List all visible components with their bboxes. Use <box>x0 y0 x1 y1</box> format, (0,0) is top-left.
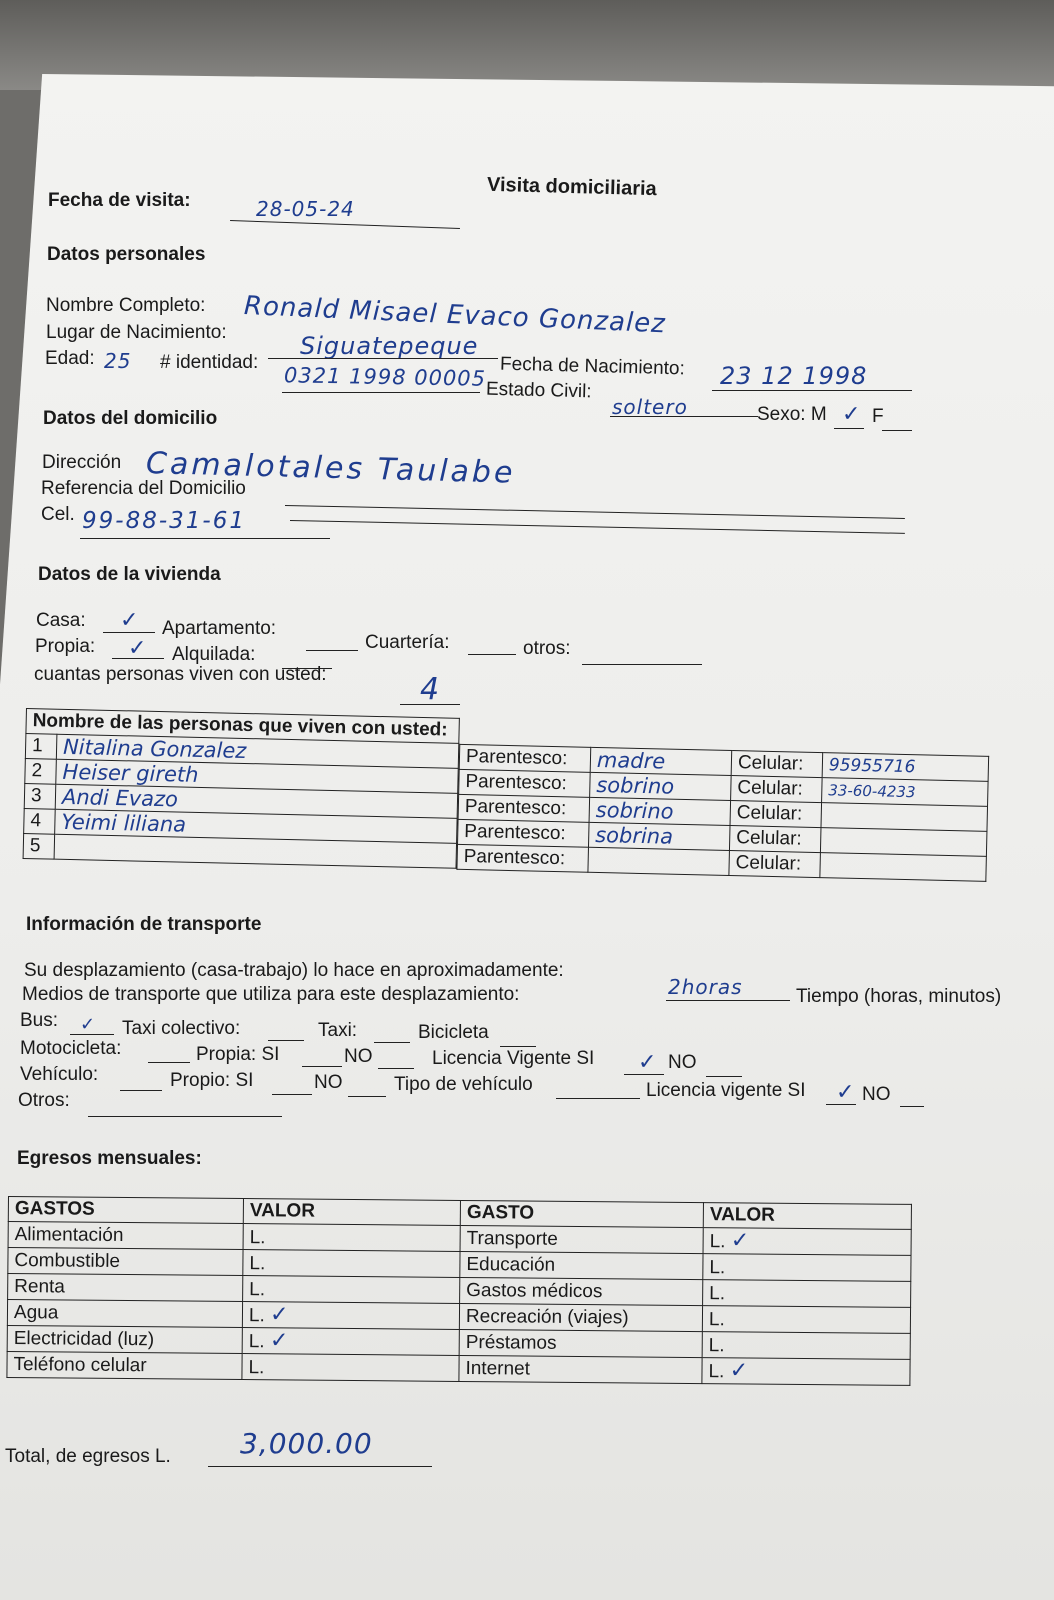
veh-licencia-check[interactable]: ✓ <box>836 1080 855 1105</box>
motocicleta-line <box>148 1062 190 1063</box>
celular-value[interactable] <box>821 803 988 832</box>
vehiculo-label: Vehículo: <box>20 1064 99 1085</box>
col-valor: VALOR <box>243 1199 460 1226</box>
otros-vivienda-label: otros: <box>523 638 571 659</box>
row-number: 3 <box>24 783 56 809</box>
persona-nombre[interactable]: Andi Evazo <box>55 784 457 818</box>
apartamento-label: Apartamento: <box>162 618 277 639</box>
fecha-visita-value[interactable]: 28-05-24 <box>256 197 355 221</box>
datos-vivienda-heading: Datos de la vivienda <box>38 564 221 585</box>
fecha-visita-label: Fecha de visita: <box>48 190 191 211</box>
lugar-line <box>268 358 498 359</box>
casa-label: Casa: <box>36 610 86 631</box>
veh-no-line <box>348 1096 386 1097</box>
valor-check: ✓ <box>729 1358 749 1384</box>
estado-civil-value[interactable]: soltero <box>612 395 688 419</box>
identidad-label: # identidad: <box>160 352 259 373</box>
direccion-value[interactable]: Camalotales Taulabe <box>145 446 516 491</box>
currency-label: L. <box>249 1227 266 1249</box>
bus-label: Bus: <box>20 1010 59 1031</box>
celular-label: Celular: <box>729 850 821 877</box>
celular-label: Celular: <box>731 776 823 803</box>
parentesco-label: Parentesco: <box>457 844 589 872</box>
currency-label: L. <box>709 1283 726 1305</box>
casa-check[interactable]: ✓ <box>120 608 139 633</box>
currency-label: L. <box>709 1257 726 1279</box>
desplazamiento-label: Su desplazamiento (casa-trabajo) lo hace en aproximadamente: <box>24 960 564 981</box>
sexo-check[interactable]: ✓ <box>842 402 861 427</box>
currency-label: L. <box>708 1361 725 1383</box>
total-value[interactable]: 3,000.00 <box>240 1427 373 1460</box>
lugar-label: Lugar de Nacimiento: <box>46 322 227 343</box>
propia-check[interactable]: ✓ <box>128 636 147 661</box>
valor-check: ✓ <box>730 1228 750 1254</box>
personas-label: cuantas personas viven con usted: <box>34 664 327 685</box>
persona-nombre[interactable]: Yeimi liliana <box>55 809 457 843</box>
valor-cell[interactable] <box>242 1302 459 1330</box>
gasto-label: Agua <box>7 1300 242 1328</box>
gasto-label: Educación <box>460 1251 703 1279</box>
transporte-heading: Información de transporte <box>26 914 262 935</box>
veh-licencia-no-line <box>900 1106 924 1107</box>
veh-propio-label: Propio: SI <box>170 1070 254 1091</box>
veh-si-line <box>272 1094 312 1095</box>
estado-civil-label: Estado Civil: <box>485 378 592 403</box>
lugar-value[interactable]: Siguatepeque <box>300 332 479 360</box>
celular-value[interactable]: 33-60-4233 <box>822 778 989 807</box>
valor-cell[interactable] <box>242 1328 459 1356</box>
datos-personales-heading: Datos personales <box>47 244 206 265</box>
currency-label: L. <box>248 1331 265 1353</box>
desplazamiento-value[interactable]: 2horas <box>668 975 743 999</box>
sexo-f-label: F <box>872 406 884 427</box>
valor-cell[interactable] <box>243 1276 460 1304</box>
total-label: Total, de egresos L. <box>5 1446 171 1467</box>
persona-nombre[interactable]: Nitalina Gonzalez <box>56 734 458 768</box>
currency-label: L. <box>708 1309 725 1331</box>
fecha-nacimiento-label: Fecha de Nacimiento: <box>499 353 686 380</box>
parentesco-label: Parentesco: <box>459 744 591 772</box>
currency-label: L. <box>249 1253 266 1275</box>
estado-civil-line <box>610 416 758 417</box>
edad-value[interactable]: 25 <box>104 349 132 373</box>
otros-transporte-label: Otros: <box>18 1090 70 1111</box>
total-line <box>208 1466 432 1467</box>
moto-licencia-no-line <box>706 1076 742 1077</box>
gasto-label: Internet <box>459 1355 702 1383</box>
moto-licencia-no: NO <box>668 1052 697 1073</box>
otros-vivienda-line <box>582 664 702 665</box>
col-gastos: GASTOS <box>8 1197 243 1224</box>
valor-check: ✓ <box>270 1302 289 1328</box>
moto-licencia-check[interactable]: ✓ <box>638 1050 657 1075</box>
vehiculo-line <box>120 1090 162 1091</box>
sexo-m-line <box>834 428 864 429</box>
sexo-f-line <box>882 430 912 431</box>
moto-si-line <box>302 1066 342 1067</box>
gasto-label: Combustible <box>8 1248 243 1276</box>
taxi-colectivo-line <box>268 1040 304 1041</box>
veh-licencia-no: NO <box>862 1084 891 1105</box>
valor-cell[interactable] <box>702 1306 910 1334</box>
celular-label: Celular: <box>729 826 821 853</box>
moto-no-line <box>378 1068 414 1069</box>
otros-transporte-line <box>88 1116 282 1117</box>
identidad-value[interactable]: 0321 1998 00005 <box>283 363 487 391</box>
valor-cell[interactable] <box>243 1224 460 1252</box>
taxi-line <box>374 1042 410 1043</box>
egresos-heading: Egresos mensuales: <box>17 1148 202 1169</box>
form-title: Visita domiciliaria <box>486 173 657 201</box>
propia-line <box>112 658 164 659</box>
referencia-label: Referencia del Domicilio <box>41 478 246 499</box>
bicicleta-line <box>500 1046 536 1047</box>
personas-names-table <box>23 708 460 869</box>
medios-label: Medios de transporte que utiliza para este desplazamiento: <box>22 984 520 1005</box>
desplazamiento-line <box>666 1000 790 1001</box>
taxi-label: Taxi: <box>318 1020 358 1041</box>
personas-value[interactable]: 4 <box>420 672 441 707</box>
valor-cell[interactable] <box>703 1254 911 1282</box>
row-number: 1 <box>25 734 57 760</box>
parentesco-label: Parentesco: <box>458 794 590 822</box>
apartamento-line <box>306 650 358 651</box>
veh-licencia-line <box>826 1104 856 1105</box>
parentesco-value[interactable]: madre <box>590 747 732 775</box>
parentesco-value[interactable]: sobrina <box>588 822 730 850</box>
parentesco-value[interactable] <box>588 847 730 875</box>
cel-line <box>80 538 330 539</box>
datos-domicilio-heading: Datos del domicilio <box>43 408 218 429</box>
gasto-label: Teléfono celular <box>7 1351 242 1379</box>
gasto-label: Préstamos <box>459 1329 702 1357</box>
moto-licencia-label: Licencia Vigente SI <box>432 1048 595 1069</box>
motocicleta-label: Motocicleta: <box>20 1038 122 1059</box>
veh-licencia-label: Licencia vigente SI <box>646 1080 806 1101</box>
identidad-line <box>282 392 480 393</box>
currency-label: L. <box>248 1357 265 1379</box>
currency-label: L. <box>709 1231 726 1253</box>
bicicleta-label: Bicicleta <box>418 1022 489 1043</box>
valor-cell[interactable] <box>242 1354 459 1382</box>
valor-check: ✓ <box>269 1328 289 1354</box>
moto-licencia-line <box>624 1074 664 1075</box>
parentesco-value[interactable]: sobrino <box>589 797 731 825</box>
gasto-label: Recreación (viajes) <box>459 1303 702 1331</box>
row-number: 2 <box>25 758 57 784</box>
edad-label: Edad: <box>45 348 95 369</box>
tiempo-label: Tiempo (horas, minutos) <box>796 986 1002 1007</box>
tipo-vehiculo-line <box>556 1098 640 1099</box>
col-valor2: VALOR <box>703 1203 911 1230</box>
valor-cell[interactable] <box>702 1358 910 1386</box>
nombre-label: Nombre Completo: <box>46 295 206 316</box>
bus-check[interactable]: ✓ <box>80 1014 96 1035</box>
gasto-label: Electricidad (luz) <box>7 1325 242 1353</box>
cuarteria-line <box>468 654 516 655</box>
valor-cell[interactable] <box>243 1250 460 1278</box>
fecha-nacimiento-line <box>712 390 912 391</box>
parentesco-value[interactable]: sobrino <box>590 772 732 800</box>
cel-value[interactable]: 99-88-31-61 <box>82 508 246 534</box>
moto-no-label: NO <box>344 1046 373 1067</box>
sexo-label: Sexo: M <box>757 404 827 425</box>
currency-label: L. <box>248 1305 265 1327</box>
casa-line <box>103 632 155 633</box>
celular-label: Celular: <box>730 801 822 828</box>
valor-cell[interactable] <box>702 1332 910 1360</box>
row-number: 5 <box>23 833 55 859</box>
propia-label: Propia: <box>35 636 96 657</box>
celular-value[interactable] <box>820 828 987 857</box>
gasto-label: Gastos médicos <box>460 1277 703 1305</box>
fecha-nacimiento-value[interactable]: 23 12 1998 <box>720 362 868 390</box>
personas-table-wrapper <box>21 708 995 930</box>
celular-value[interactable] <box>820 853 987 882</box>
egresos-table <box>6 1196 912 1386</box>
personas-detail-table <box>456 744 989 882</box>
cel-label: Cel. <box>41 504 75 525</box>
gasto-label: Renta <box>8 1274 243 1302</box>
personas-line <box>400 704 460 705</box>
gasto-label: Alimentación <box>8 1222 243 1250</box>
celular-label: Celular: <box>731 751 823 778</box>
row-number: 4 <box>24 808 56 834</box>
parentesco-label: Parentesco: <box>459 769 591 797</box>
cuarteria-label: Cuartería: <box>365 632 450 653</box>
valor-cell[interactable] <box>703 1228 911 1256</box>
currency-label: L. <box>708 1335 725 1357</box>
currency-label: L. <box>249 1279 266 1301</box>
direccion-label: Dirección <box>42 452 122 473</box>
nombre-value[interactable]: Ronald Misael Evaco Gonzalez <box>243 291 667 340</box>
personas-header: Nombre de las personas que viven con usted: <box>26 709 459 744</box>
bus-line <box>70 1034 114 1035</box>
veh-no-label: NO <box>314 1072 343 1093</box>
taxi-colectivo-label: Taxi colectivo: <box>122 1018 241 1039</box>
alquilada-label: Alquilada: <box>172 644 256 665</box>
valor-cell[interactable] <box>703 1280 911 1308</box>
col-gasto: GASTO <box>460 1200 703 1227</box>
parentesco-label: Parentesco: <box>458 819 590 847</box>
tipo-vehiculo-label: Tipo de vehículo <box>394 1074 533 1095</box>
moto-propia-label: Propia: SI <box>196 1044 280 1065</box>
celular-value[interactable]: 95955716 <box>822 753 989 782</box>
persona-nombre[interactable]: Heiser gireth <box>56 759 458 793</box>
gasto-label: Transporte <box>460 1225 703 1253</box>
